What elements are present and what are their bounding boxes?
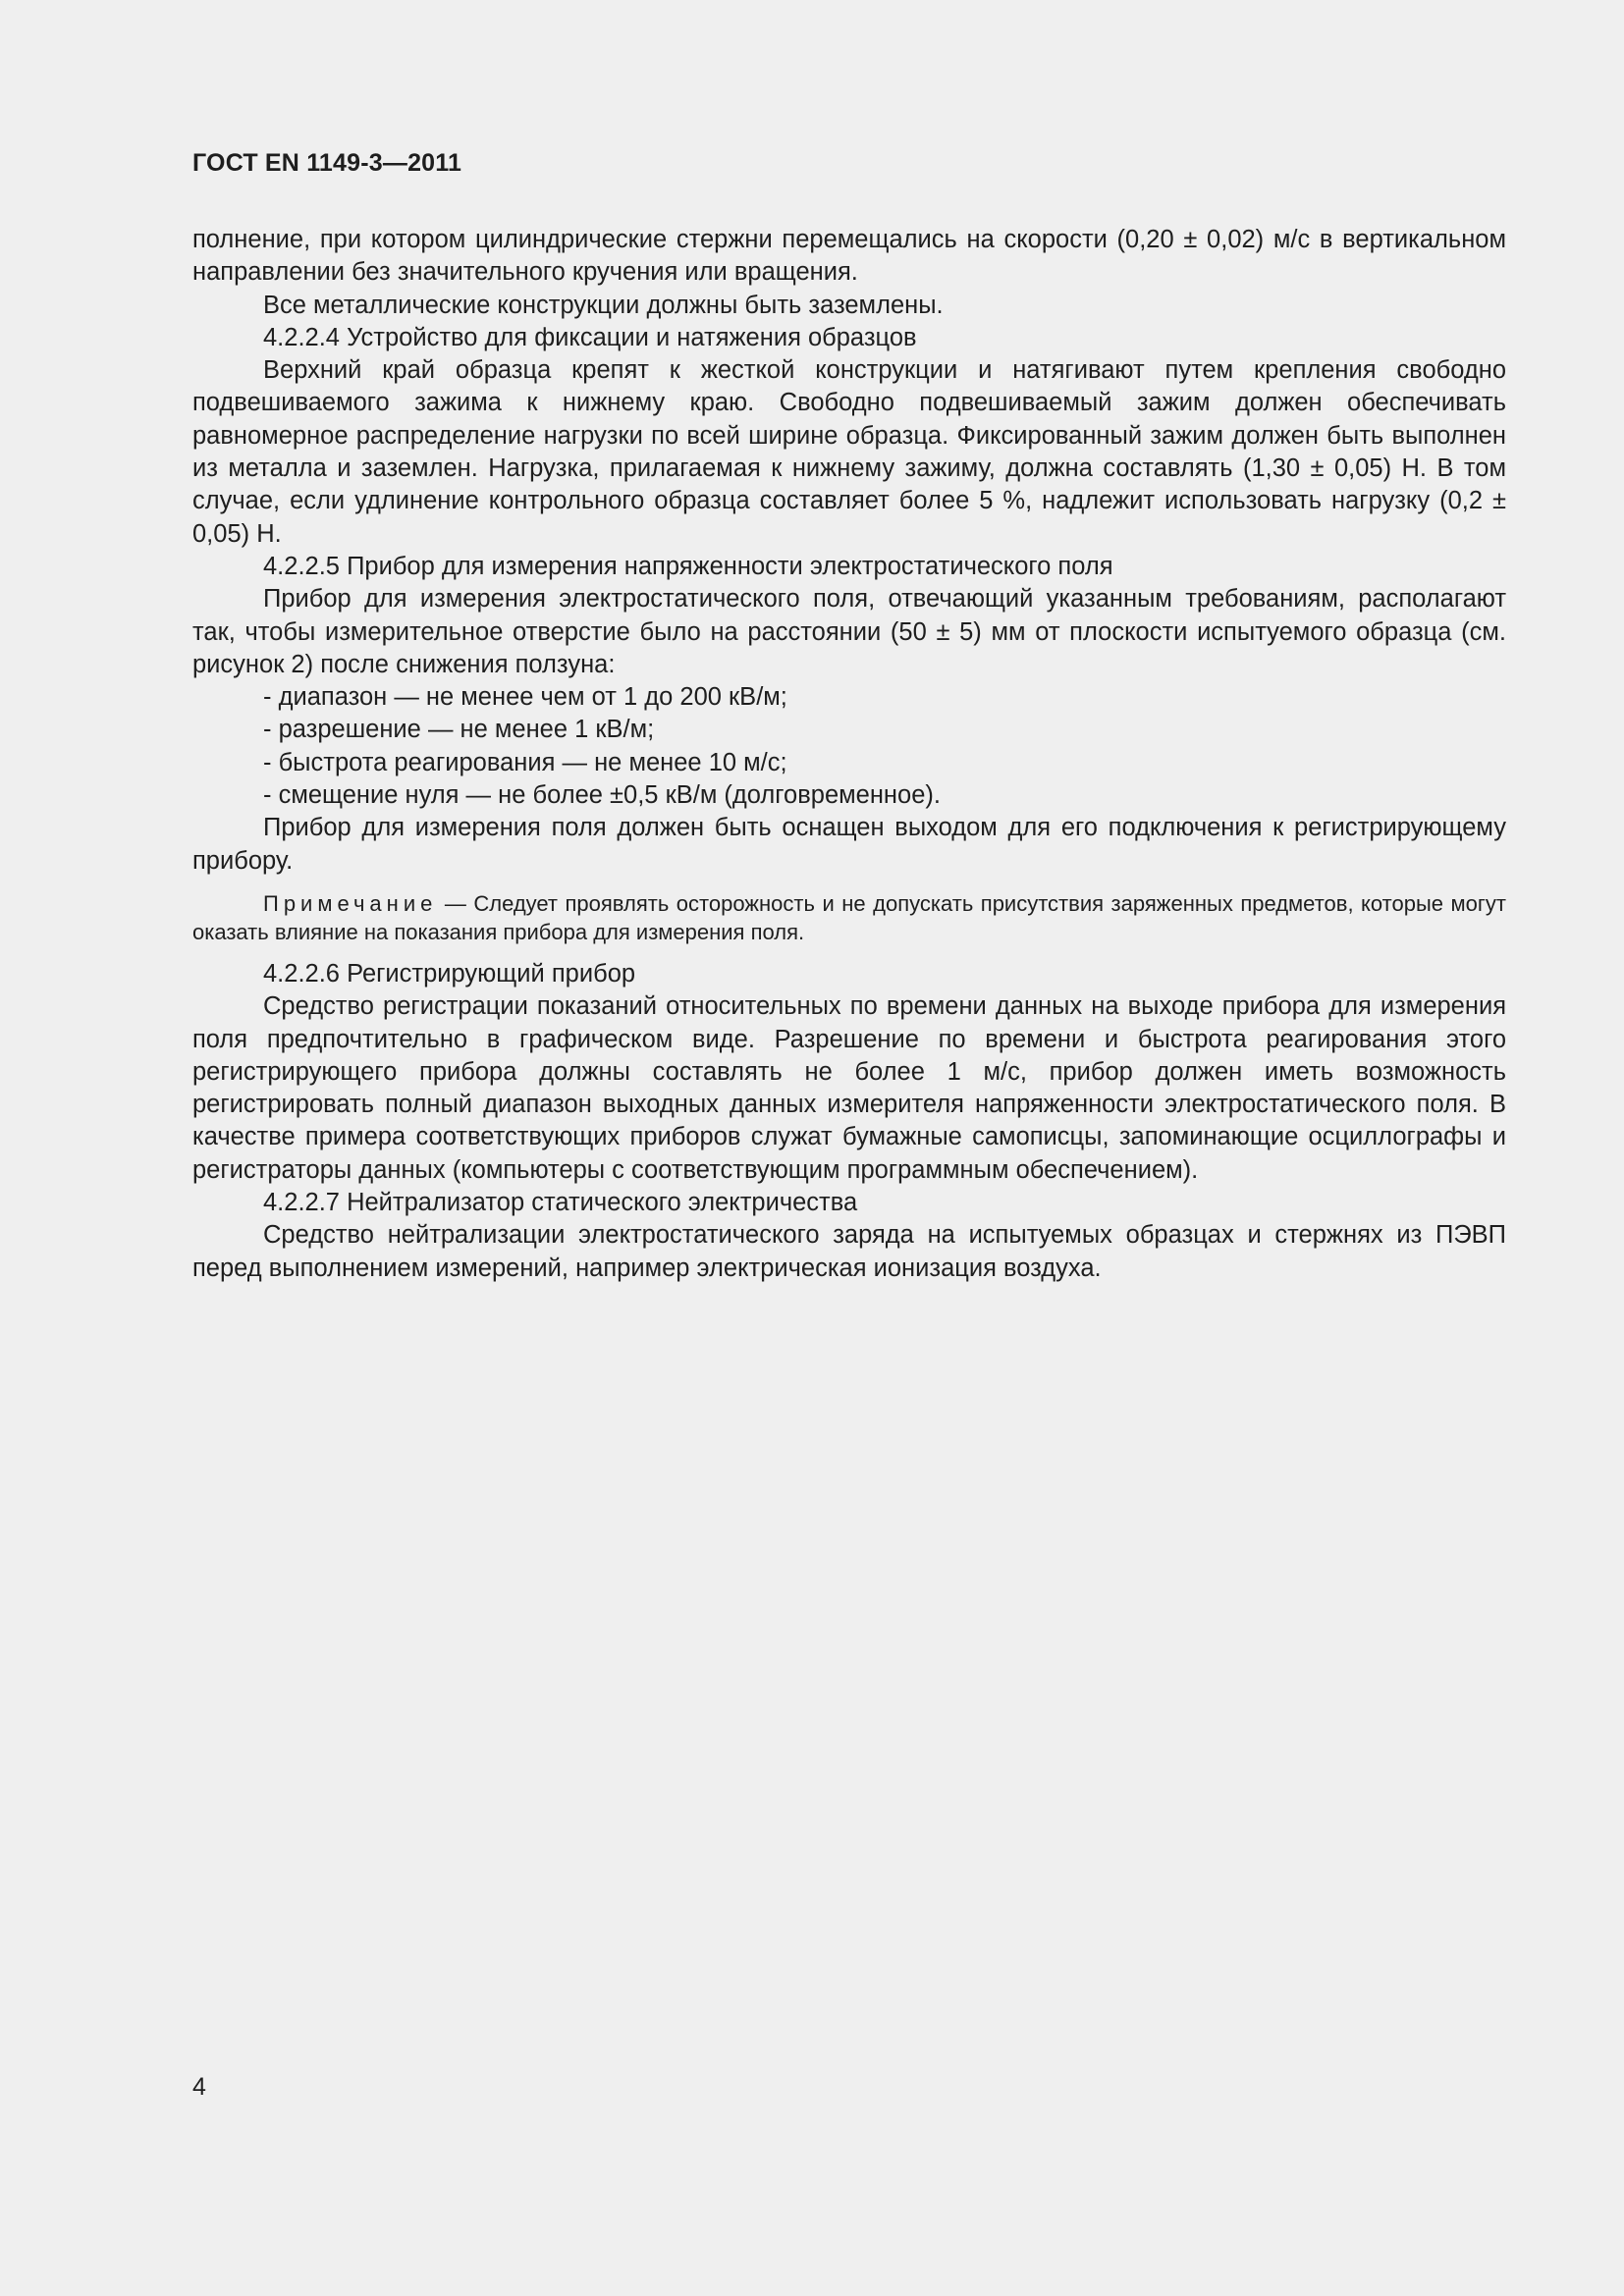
list-item: - диапазон — не менее чем от 1 до 200 кВ/м; xyxy=(263,683,787,712)
paragraph-neutralizer: Средство нейтрализации электростатического заряда на испытуемых образцах и стержнях из ПЭВП перед выполнением измерений, например электрическая ионизация воздуха. xyxy=(192,1221,1506,1282)
note-text: — Следует проявлять осторожность и не допускать присутствия заряженных предметов, которые могут оказать влияние на показания прибора для измерения поля. xyxy=(192,890,1506,944)
section-heading-4-2-2-6: 4.2.2.6 Регистрирующий прибор xyxy=(263,959,636,988)
paragraph-recorder: Средство регистрации показаний относительных по времени данных на выходе прибора для измерения поля предпочтительно в графическом виде. Разрешение по времени и быстрота реагирования этого регистрирующего прибора должны составлять не более 1 м/с, прибор должен иметь возможность регистрировать полный диапазон выходных данных измерителя напряженности электростатического поля. В качестве примера соответствующих приборов служат бумажные самописцы, запоминающие осциллографы и регистраторы данных (компьютеры с соответствующим программным обеспечением). xyxy=(192,992,1506,1184)
section-heading-4-2-2-7: 4.2.2.7 Нейтрализатор статического электричества xyxy=(263,1189,858,1217)
list-item: - смещение нуля — не более ±0,5 кВ/м (долговременное). xyxy=(263,781,941,810)
note xyxy=(192,889,1506,946)
document-code-header: ГОСТ EN 1149-3—2011 xyxy=(192,149,462,177)
page-number: 4 xyxy=(192,2073,206,2101)
list-item: - быстрота реагирования — не менее 10 м/с; xyxy=(263,748,787,776)
paragraph-clamp-description: Верхний край образца крепят к жесткой конструкции и натягивают путем крепления свободно подвешиваемого зажима к нижнему краю. Свободно подвешиваемый зажим должен обеспечивать равномерное распределение нагрузки по всей ширине образца. Фиксированный зажим должен быть выполнен из металла и заземлен. Нагрузка, прилагаемая к нижнему зажиму, должна составлять (1,30 ± 0,05) Н. В том случае, если удлинение контрольного образца составляет более 5 %, надлежит использовать нагрузку (0,2 ± 0,05) Н. xyxy=(192,356,1506,548)
note-label: Примечание xyxy=(263,890,438,916)
document-body xyxy=(192,224,1506,1285)
section-heading-4-2-2-5: 4.2.2.5 Прибор для измерения напряженности электростатического поля xyxy=(263,552,1113,580)
paragraph-field-meter: Прибор для измерения электростатического поля, отвечающий указанным требованиям, располагают так, чтобы измерительное отверстие было на расстоянии (50 ± 5) мм от плоскости испытуемого образца (см. рисунок 2) после снижения ползуна: xyxy=(192,585,1506,678)
paragraph-grounding: Все металлические конструкции должны быть заземлены. xyxy=(263,291,944,319)
list-item: - разрешение — не менее 1 кВ/м; xyxy=(263,716,655,744)
paragraph-continuation: полнение, при котором цилиндрические стержни перемещались на скорости (0,20 ± 0,02) м/с в вертикальном направлении без значительного кручения или вращения. xyxy=(192,226,1506,287)
section-heading-4-2-2-4: 4.2.2.4 Устройство для фиксации и натяжения образцов xyxy=(263,323,917,351)
paragraph-meter-output: Прибор для измерения поля должен быть оснащен выходом для его подключения к регистрирующему прибору. xyxy=(192,814,1506,875)
